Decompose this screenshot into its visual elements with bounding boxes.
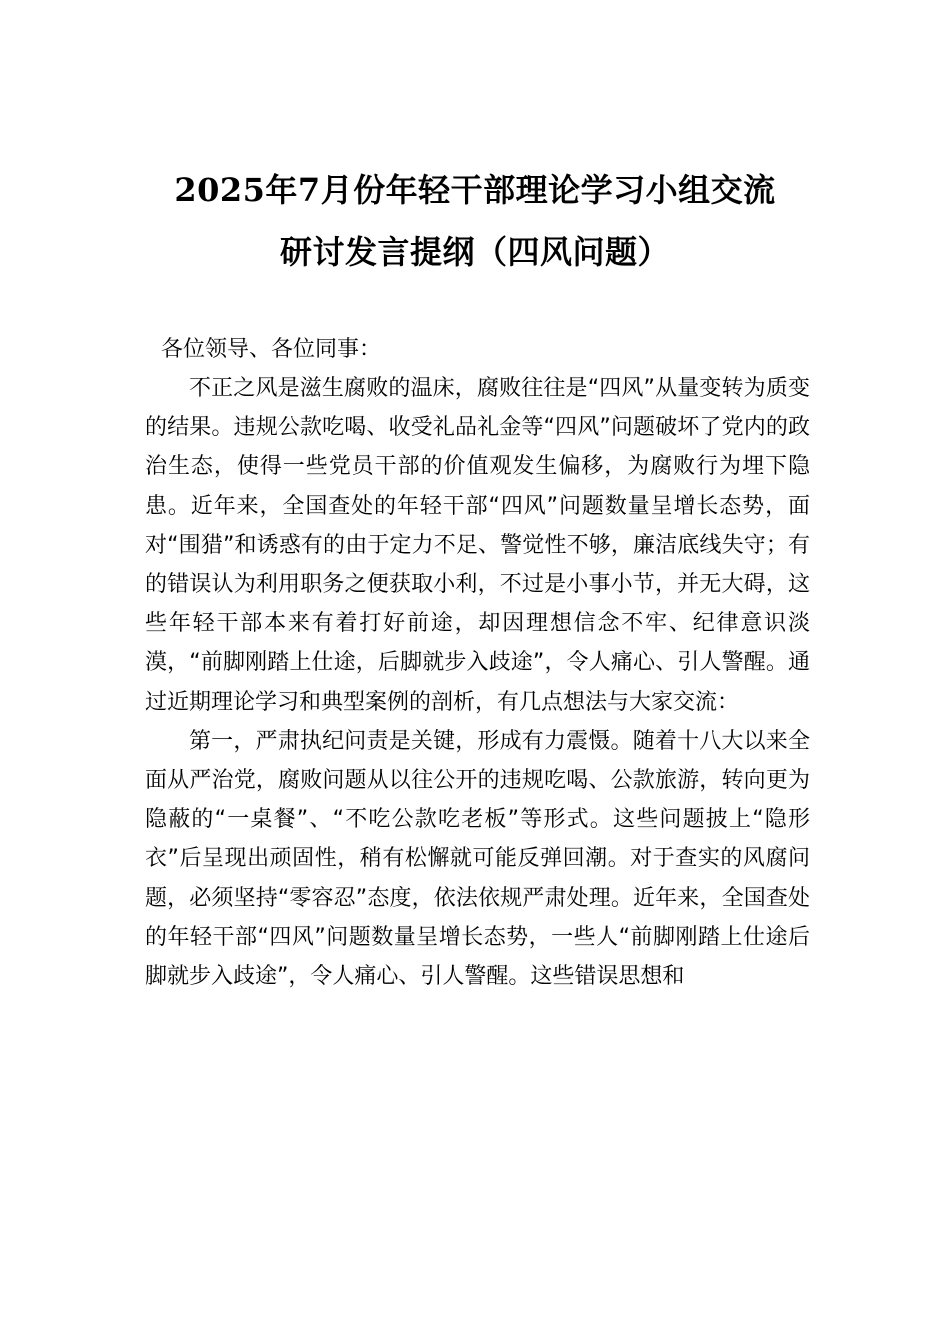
- salutation: 各位领导、各位同事：: [161, 337, 382, 362]
- document-title-line-1: 2025年7月份年轻干部理论学习小组交流: [174, 171, 776, 209]
- body-paragraph-1: 不正之风是滋生腐败的温床，腐败往往是“四风”从量变转为质变的结果。违规公款吃喝、收受礼品礼金等“四风”问题破坏了党内的政治生态，使得一些党员干部的价值观发生偏移，为腐败行为埋下隐患。近年来，全国查处的年轻干部“四风”问题数量呈增长态势，面对“围猎”和诱惑有的由于定力不足、警觉性不够，廉洁底线失守；有的错误认为利用职务之便获取小利，不过是小事小节，并无大碍，这些年轻干部本来有着打好前途，却因理想信念不牢、纪律意识淡漠，“前脚刚踏上仕途，后脚就步入歧途”，令人痛心、引人警醒。通过近期理论学习和典型案例的剖析，有几点想法与大家交流：: [145, 376, 810, 715]
- body-paragraph-2: 第一，严肃执纪问责是关键，形成有力震慑。随着十八大以来全面从严治党，腐败问题从以往公开的违规吃喝、公款旅游，转向更为隐蔽的“一桌餐”、“不吃公款吃老板”等形式。这些问题披上“隐形衣”后呈现出顽固性，稍有松懈就可能反弹回潮。对于查实的风腐问题，必须坚持“零容忍”态度，依法依规严肃处理。近年来，全国查处的年轻干部“四风”问题数量呈增长态势，一些人“前脚刚踏上仕途后脚就步入歧途”，令人痛心、引人警醒。这些错误思想和: [145, 728, 810, 990]
- document-title-line-2: 研讨发言提纲（四风问题）: [279, 233, 670, 271]
- document-body: [145, 330, 810, 996]
